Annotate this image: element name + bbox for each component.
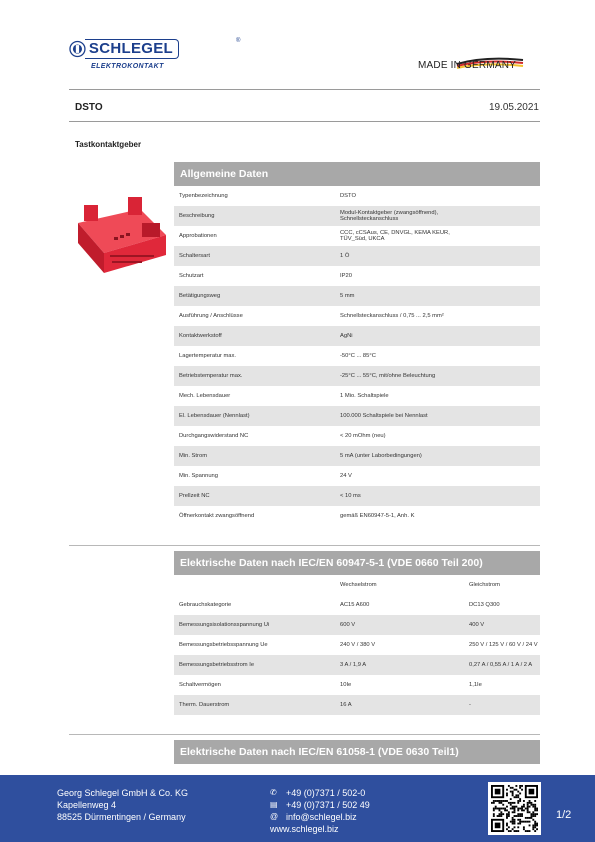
qr-code-icon bbox=[491, 785, 538, 832]
email-icon: @ bbox=[270, 812, 279, 821]
row-value: 600 V bbox=[340, 622, 356, 628]
table-row bbox=[174, 206, 540, 226]
table-row bbox=[174, 675, 540, 695]
row-label: Durchgangswiderstand NC bbox=[179, 433, 249, 439]
row-value: 10Ie bbox=[340, 682, 352, 688]
row-value: DSTO bbox=[340, 193, 356, 199]
table-row bbox=[174, 486, 540, 506]
row-value: 3 A / 1,9 A bbox=[340, 662, 367, 668]
row-value: < 20 mOhm (neu) bbox=[340, 433, 386, 439]
footer-fax: +49 (0)7371 / 502 49 bbox=[286, 800, 370, 810]
electric-60947-table bbox=[174, 595, 540, 715]
electric-60947-header bbox=[174, 575, 540, 595]
row-label: Prellzeit NC bbox=[179, 493, 210, 499]
section-electric-60947: Elektrische Daten nach IEC/EN 60947-5-1 (VDE 0660 Teil 200) bbox=[174, 551, 540, 575]
row-value: 1,1Ie bbox=[469, 682, 482, 688]
row-label: Öffnerkontakt zwangsöffnend bbox=[179, 513, 255, 519]
table-row bbox=[174, 306, 540, 326]
row-label: Betätigungsweg bbox=[179, 293, 221, 299]
qr-code[interactable] bbox=[488, 782, 541, 835]
page-number: 1/2 bbox=[556, 809, 572, 821]
table-row bbox=[174, 406, 540, 426]
row-value: 1 Mio. Schaltspiele bbox=[340, 393, 389, 399]
footer-address bbox=[57, 787, 188, 823]
footer bbox=[0, 775, 595, 842]
table-row bbox=[174, 466, 540, 486]
schlegel-emblem-icon bbox=[69, 36, 86, 62]
row-label: Mech. Lebensdauer bbox=[179, 393, 231, 399]
col-ac-header: Wechselstrom bbox=[340, 582, 377, 588]
section-general-data: Allgemeine Daten bbox=[174, 162, 540, 186]
made-in-germany: MADE IN GERMANY bbox=[418, 60, 517, 71]
table-row bbox=[174, 595, 540, 615]
row-label: Therm. Dauerstrom bbox=[179, 702, 230, 708]
table-row bbox=[174, 346, 540, 366]
fax-icon: ▤ bbox=[270, 800, 278, 809]
row-value: 16 A bbox=[340, 702, 352, 708]
row-label: Lagertemperatur max. bbox=[179, 353, 237, 359]
table-row bbox=[174, 326, 540, 346]
row-label: Bemessungsbetriebsspannung Ue bbox=[179, 642, 268, 648]
row-value: 250 V / 125 V / 60 V / 24 V bbox=[469, 642, 538, 648]
row-label: El. Lebensdauer (Nennlast) bbox=[179, 413, 250, 419]
row-label: Min. Strom bbox=[179, 453, 208, 459]
row-label: Ausführung / Anschlüsse bbox=[179, 313, 243, 319]
table-row bbox=[174, 226, 540, 246]
table-row bbox=[174, 246, 540, 266]
row-label: Typenbezeichnung bbox=[179, 193, 228, 199]
row-value: gemäß EN60947-5-1, Anh. K bbox=[340, 513, 415, 519]
row-value: Schnellsteckanschluss / 0,75 ... 2,5 mm² bbox=[340, 313, 444, 319]
section-divider bbox=[69, 545, 540, 546]
table-row bbox=[174, 366, 540, 386]
row-label: Schutzart bbox=[179, 273, 204, 279]
schlegel-logo bbox=[69, 36, 241, 74]
row-value: - bbox=[469, 702, 471, 708]
table-row bbox=[174, 266, 540, 286]
footer-company: Georg Schlegel GmbH & Co. KG bbox=[57, 788, 189, 798]
row-value: IP20 bbox=[340, 273, 352, 279]
row-value: Modul-Kontaktgeber (zwangsöffnend), Schnellsteckanschluss bbox=[340, 210, 439, 222]
row-value: -50°C ... 85°C bbox=[340, 353, 376, 359]
row-value: AgNi bbox=[340, 333, 353, 339]
brand-name: SCHLEGEL bbox=[85, 39, 179, 59]
table-row bbox=[174, 426, 540, 446]
footer-city: 88525 Dürmentingen / Germany bbox=[57, 812, 186, 822]
table-row bbox=[174, 695, 540, 715]
table-header-row bbox=[174, 575, 540, 595]
product-category: Tastkontaktgeber bbox=[75, 140, 142, 149]
row-label: Min. Spannung bbox=[179, 473, 218, 479]
row-value: < 10 ms bbox=[340, 493, 361, 499]
table-row bbox=[174, 446, 540, 466]
row-value: 5 mm bbox=[340, 293, 355, 299]
table-row bbox=[174, 506, 540, 526]
footer-contact bbox=[270, 787, 370, 835]
table-row bbox=[174, 386, 540, 406]
table-row bbox=[174, 286, 540, 306]
general-data-table bbox=[174, 186, 540, 526]
row-value: DC13 Q300 bbox=[469, 602, 500, 608]
phone-icon: ✆ bbox=[270, 788, 277, 797]
table-row bbox=[174, 635, 540, 655]
row-value: 240 V / 380 V bbox=[340, 642, 376, 648]
table-row bbox=[174, 615, 540, 635]
col-dc-header: Gleichstrom bbox=[469, 582, 500, 588]
row-label: Schaltvermögen bbox=[179, 682, 221, 688]
product-image bbox=[70, 195, 170, 285]
row-value: 24 V bbox=[340, 473, 352, 479]
table-row bbox=[174, 186, 540, 206]
registered-mark: ® bbox=[236, 38, 241, 44]
row-label: Kontaktwerkstoff bbox=[179, 333, 222, 339]
row-label: Approbationen bbox=[179, 233, 217, 239]
row-label: Schaltersart bbox=[179, 253, 210, 259]
row-value: 1 Ö bbox=[340, 253, 350, 259]
row-label: Betriebstemperatur max. bbox=[179, 373, 243, 379]
section-divider-2 bbox=[69, 734, 540, 735]
footer-email[interactable]: info@schlegel.biz bbox=[286, 812, 357, 822]
footer-web[interactable]: www.schlegel.biz bbox=[270, 824, 339, 834]
document-date: 19.05.2021 bbox=[488, 102, 539, 113]
title-divider bbox=[69, 121, 540, 122]
row-value: AC15 A600 bbox=[340, 602, 370, 608]
section-electric-61058: Elektrische Daten nach IEC/EN 61058-1 (VDE 0630 Teil1) bbox=[174, 740, 540, 764]
row-label: Bemessungsisolationsspannung Ui bbox=[179, 622, 270, 628]
row-value: 0,27 A / 0,55 A / 1 A / 2 A bbox=[469, 662, 533, 668]
footer-street: Kapellenweg 4 bbox=[57, 800, 117, 810]
brand-subtitle: ELEKTROKONTAKT bbox=[91, 63, 164, 70]
row-label: Gebrauchskategorie bbox=[179, 602, 232, 608]
header-divider bbox=[69, 89, 540, 90]
row-value: -25°C ... 55°C, mit/ohne Beleuchtung bbox=[340, 373, 436, 379]
product-code: DSTO bbox=[75, 102, 103, 113]
table-row bbox=[174, 655, 540, 675]
row-label: Bemessungsbetriebsstrom Ie bbox=[179, 662, 255, 668]
footer-phone[interactable]: +49 (0)7371 / 502-0 bbox=[286, 788, 366, 798]
row-value: 5 mA (unter Laborbedingungen) bbox=[340, 453, 422, 459]
row-value: 100.000 Schaltspiele bei Nennlast bbox=[340, 413, 428, 419]
row-label: Beschreibung bbox=[179, 213, 215, 219]
row-value: 400 V bbox=[469, 622, 485, 628]
row-value: CCC, cCSAus, CE, DNVGL, KEMA KEUR, TÜV_Süd, UKCA bbox=[340, 230, 450, 242]
